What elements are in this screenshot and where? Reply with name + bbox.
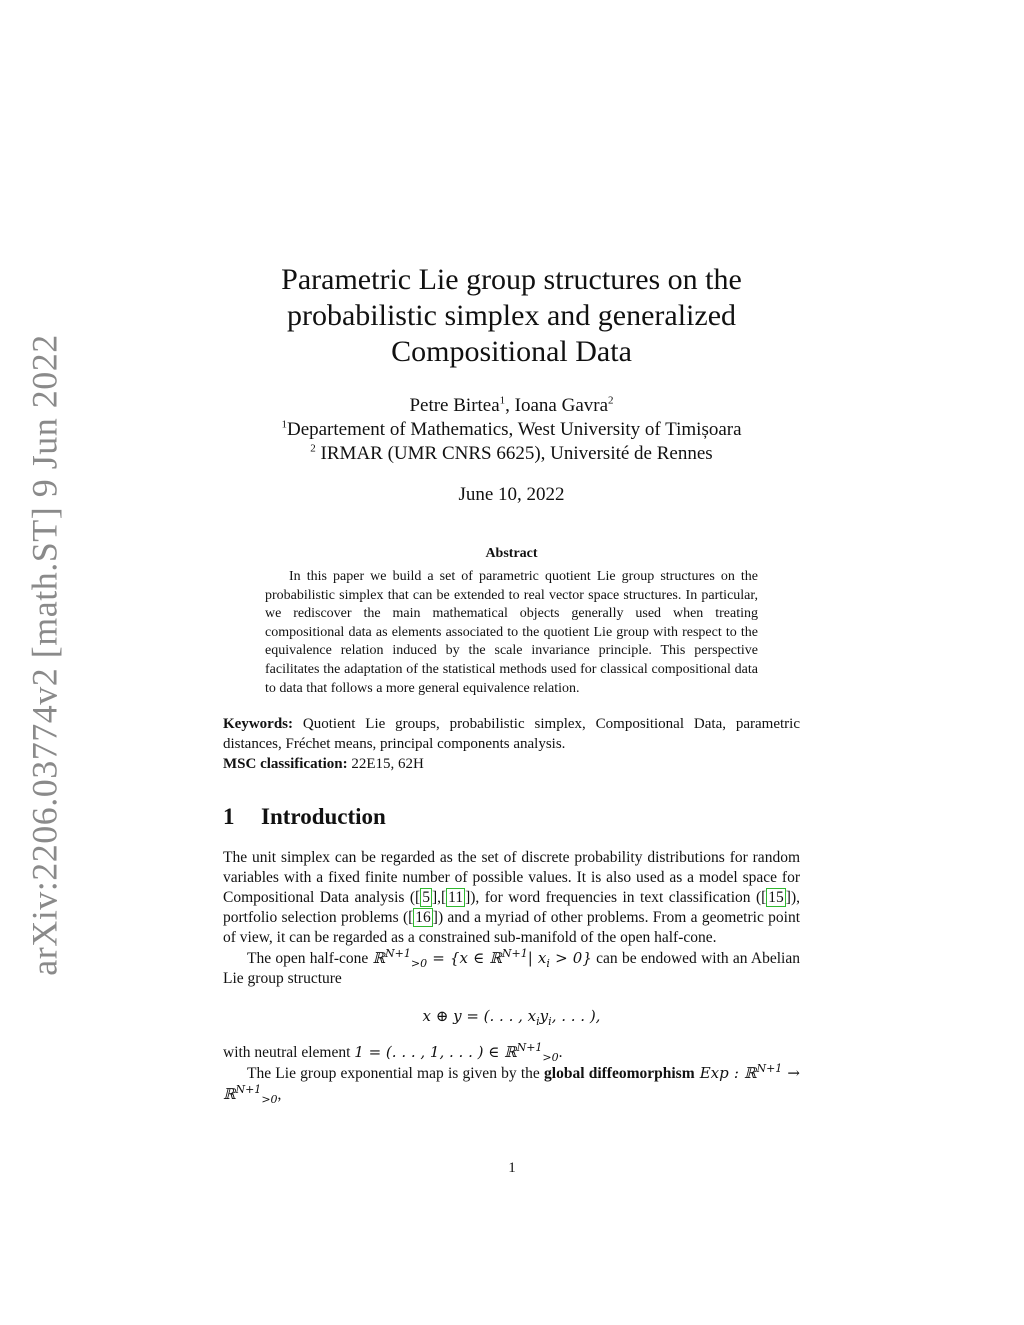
keywords-label: Keywords: — [223, 716, 293, 733]
keywords-block — [223, 714, 800, 774]
citation-link[interactable]: 16 — [415, 909, 431, 927]
citation-link[interactable]: 15 — [768, 889, 784, 907]
intro-paragraph-2: The open half-cone ℝ$^{N+1}_{>0}$ = {x ∈ ℝ$^{N+1}$| $x_i > 0$} can be endowed with an Abelian Lie group structure — [223, 947, 800, 988]
author-names: Petre Birtea$^1$, Ioana Gavra$^2$ — [409, 394, 614, 416]
arxiv-stamp — [10, 334, 80, 976]
abstract-heading: Abstract — [485, 546, 538, 561]
affiliation-2: $^2$ IRMAR (UMR CNRS 6625), Université de Rennes — [310, 442, 713, 464]
paper-page — [223, 262, 800, 1105]
page-number: 1 — [508, 1160, 516, 1176]
msc-text: 22E15, 62H — [347, 756, 424, 773]
msc-label: MSC classification: — [223, 756, 348, 773]
paper-date: June 10, 2022 — [458, 484, 565, 505]
keywords-text: Quotient Lie groups, probabilistic simplex, Compositional Data, parametric distances, Fréchet means, principal components analysis. — [223, 716, 800, 753]
section-number: 1 — [223, 804, 235, 830]
math-inline: ℝ$^{N+1}_{>0}$ = {x ∈ ℝ$^{N+1}$| $x_i > 0$} — [372, 947, 592, 971]
authors-block — [223, 394, 800, 466]
arxiv-stamp-text: arXiv:2206.03774v2 [math.ST] 9 Jun 2022 — [25, 334, 66, 976]
paper-title: Parametric Lie group structures on the probabilistic simplex and generalized Compositional Data — [281, 263, 742, 368]
affiliation-1: $^1$Departement of Mathematics, West University of Timișoara — [281, 418, 742, 440]
intro-paragraph-1: The unit simplex can be regarded as the set of discrete probability distributions for random variables with a fixed finite number of possible values. It is also used as a model space for Compositional Data analysis ([ 5 ],[ 11 ]), for word frequencies in text classification ([ 15 ]), portfolio selection problems ([ 16 ]) and a myriad of other problems. From a geometric point of view, it can be regarded as a constrained sub-manifold of the open half-cone. — [223, 849, 801, 947]
intro-paragraph-4: The Lie group exponential map is given by the global diffeomorphism Exp : ℝ$^{N+1}$ → ℝ$^{N+1}_{>0}$, — [223, 1062, 800, 1107]
citation-link[interactable]: 5 — [422, 889, 430, 907]
citation-link[interactable]: 11 — [448, 889, 464, 907]
section-title: Introduction — [261, 804, 386, 830]
intro-paragraph-3: with neutral element 1 = (. . . , 1, . . . ) ∈ ℝ$^{N+1}_{>0}$. — [223, 1041, 563, 1065]
display-equation: x ⊕ y = (. . . , $x_iy_i$, . . . ), — [422, 1007, 601, 1029]
abstract-text: In this paper we build a set of parametric quotient Lie group structures on the probabilistic simplex that can be extended to real vector space structures. In particular, we rediscover the main mathematical objects generally used when treating compositional data as elements associated to the quotient Lie group with respect to the equivalence relation induced by the scale invariance principle. This perspective facilitates the adaptation of the statistical methods used for classical compositional data to data that follows a more general equivalence relation. — [265, 569, 758, 696]
section-heading — [223, 804, 800, 830]
